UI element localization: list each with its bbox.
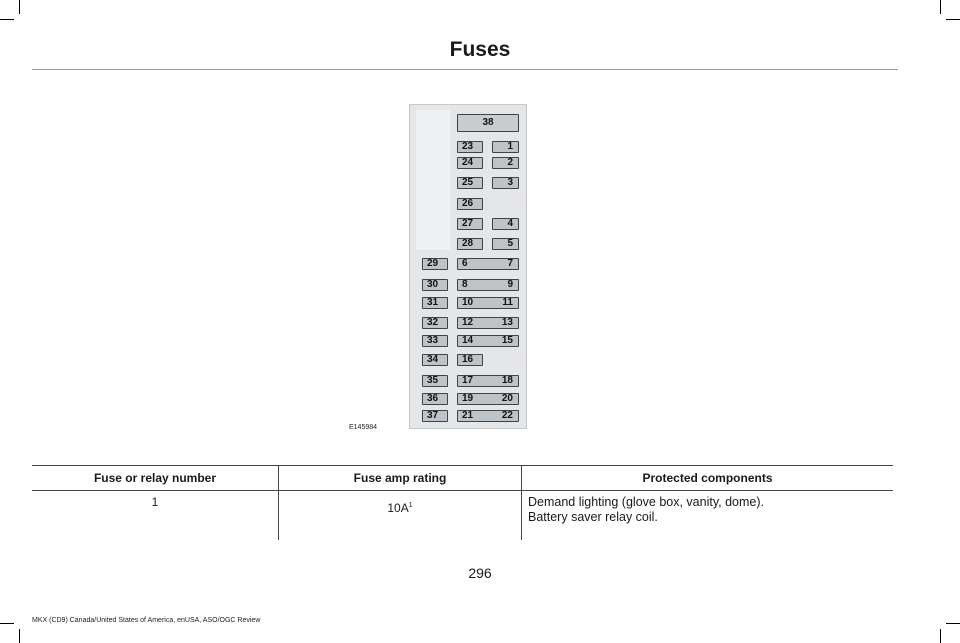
footnote-marker: 1: [408, 502, 413, 509]
fuse-label: 25: [462, 177, 474, 188]
fuse-20: 20: [501, 393, 513, 404]
fuse-label: 28: [462, 238, 474, 249]
header-fuse-number: Fuse or relay number: [32, 466, 279, 491]
fuse-label: 30: [427, 279, 439, 290]
component-line: Demand lighting (glove box, vanity, dome).: [528, 495, 764, 509]
table-row: [32, 491, 893, 541]
amp-rating-value: 10A: [387, 501, 409, 515]
fuse-25: [457, 177, 483, 189]
table-header-row: [32, 466, 893, 491]
crop-mark-top-right-v: [940, 0, 941, 14]
fuse-30: [422, 279, 448, 291]
fuse-label: 27: [462, 218, 474, 229]
crop-mark-bottom-right-h: [946, 623, 960, 624]
fuse-label: 2: [507, 157, 513, 168]
fuse-label: 21: [462, 410, 474, 421]
fuse-35: [422, 375, 448, 387]
fuse-label: 12: [462, 317, 474, 328]
fuse-26: [457, 198, 483, 210]
crop-mark-bottom-left-v: [19, 629, 20, 643]
fuse-label: 14: [462, 335, 474, 346]
fuse-label: 4: [507, 218, 513, 229]
fuse-28: [457, 238, 483, 250]
fuse-panel-blank-area: [416, 110, 450, 250]
fuse-31: [422, 297, 448, 309]
fuse-22: 22: [501, 410, 513, 421]
fuse-12: [457, 317, 519, 329]
fuse-37: [422, 410, 448, 422]
fuse-34: [422, 354, 448, 366]
fuse-15: 15: [501, 335, 513, 346]
fuse-38: [457, 114, 519, 132]
fuse-27: [457, 218, 483, 230]
fuse-label: 23: [462, 141, 474, 152]
fuse-33: [422, 335, 448, 347]
fuse-11: 11: [502, 297, 513, 308]
fuse-8: [457, 279, 519, 291]
fuse-19: [457, 393, 519, 405]
fuse-24: [457, 157, 483, 169]
fuse-18: 18: [501, 375, 513, 386]
component-line: Battery saver relay coil.: [528, 510, 658, 524]
fuse-32: [422, 317, 448, 329]
header-protected-components: Protected components: [522, 466, 894, 491]
fuse-2: [492, 157, 519, 169]
fuse-label: 26: [462, 198, 474, 209]
amp-rating-cell: [279, 491, 522, 541]
fuse-label: 38: [482, 117, 494, 128]
fuse-6: [457, 258, 519, 270]
fuse-5: [492, 238, 519, 250]
fuse-36: [422, 393, 448, 405]
fuse-17: [457, 375, 519, 387]
protected-components-cell: [522, 491, 894, 541]
fuse-label: 36: [427, 393, 439, 404]
image-code: E145984: [349, 424, 378, 431]
fuse-label: 6: [462, 258, 468, 269]
page-title: Fuses: [449, 38, 511, 61]
fuse-label: 33: [427, 335, 439, 346]
fuse-29: [422, 258, 448, 270]
fuse-label: 31: [427, 297, 439, 308]
fuse-label: 32: [427, 317, 439, 328]
fuse-4: [492, 218, 519, 230]
fuse-23: [457, 141, 483, 153]
fuse-10: [457, 297, 519, 309]
crop-mark-bottom-left-h: [0, 623, 14, 624]
fuse-label: 3: [507, 177, 513, 188]
crop-mark-top-left-v: [19, 0, 20, 14]
crop-mark-top-left-h: [0, 19, 14, 20]
header-amp-rating: Fuse amp rating: [279, 466, 522, 491]
fuse-9: 9: [507, 279, 513, 290]
fuse-14: [457, 335, 519, 347]
page-number: 296: [468, 565, 492, 581]
fuse-13: 13: [501, 317, 513, 328]
crop-mark-bottom-right-v: [940, 629, 941, 643]
fuse-3: [492, 177, 519, 189]
crop-mark-top-right-h: [946, 19, 960, 20]
fuse-table: [32, 465, 893, 540]
fuse-label: 19: [462, 393, 474, 404]
fuse-number-cell: 1: [151, 495, 159, 509]
fuse-label: 34: [427, 354, 439, 365]
fuse-21: [457, 410, 519, 422]
fuse-16: [457, 354, 483, 366]
fuse-label: 29: [427, 258, 439, 269]
fuse-label: 35: [427, 375, 439, 386]
fuse-label: 1: [507, 141, 513, 152]
fuse-label: 37: [427, 410, 439, 421]
title-divider: [32, 69, 898, 70]
fuse-label: 10: [462, 297, 474, 308]
fuse-label: 16: [462, 354, 474, 365]
fuse-label: 24: [462, 157, 474, 168]
fuse-label: 8: [462, 279, 468, 290]
fuse-label: 17: [462, 375, 474, 386]
fuse-7: 7: [507, 258, 513, 269]
fuse-1: [492, 141, 519, 153]
footer-text: MKX (CD9) Canada/United States of America, enUSA, ASO/OGC Review: [32, 617, 261, 624]
fuse-label: 5: [507, 238, 513, 249]
